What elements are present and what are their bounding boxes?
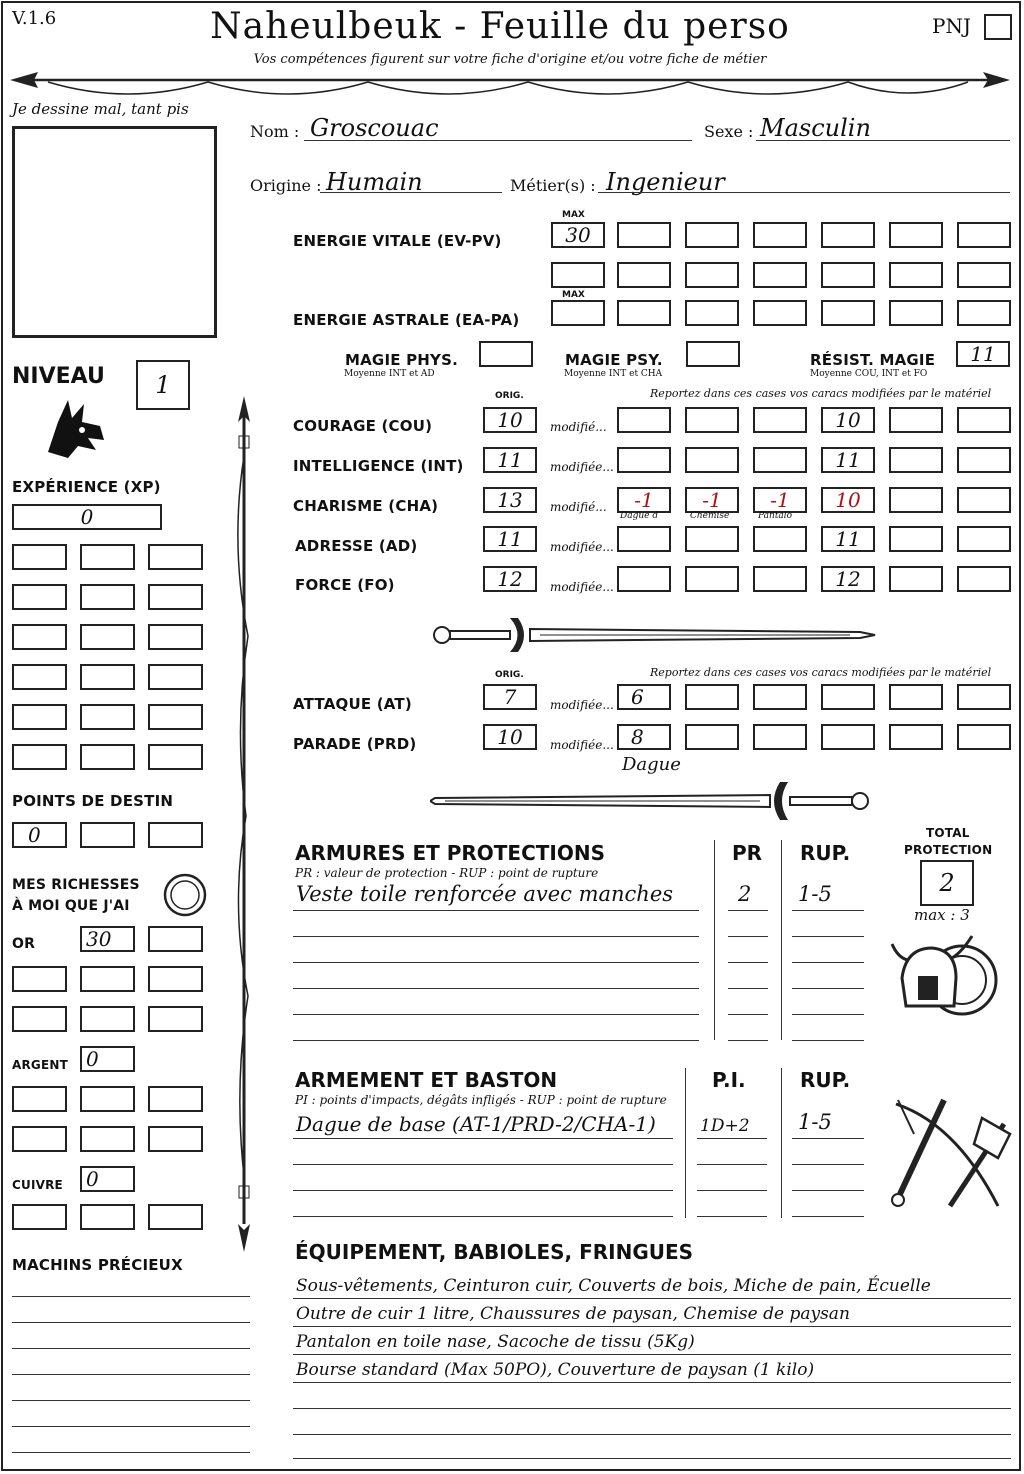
cuivre-box[interactable] [148, 1204, 203, 1230]
cha-note: Dague d [620, 511, 659, 521]
origine-label: Origine : [250, 176, 322, 195]
sexe-underline [756, 140, 1010, 141]
ea-max-label: MAX [562, 290, 585, 300]
helmet-shield-icon [888, 928, 1000, 1024]
ev-box[interactable] [957, 222, 1011, 248]
weapon-line [293, 1190, 673, 1191]
sexe-label: Sexe : [704, 122, 754, 141]
or-box[interactable] [148, 966, 203, 992]
xp-extra-box[interactable] [80, 664, 135, 690]
equipment-line [293, 1298, 1011, 1299]
armor-item-pr[interactable]: 2 [738, 882, 752, 906]
armor-line [728, 1040, 768, 1041]
armor-line [792, 962, 864, 963]
precious-line [12, 1348, 250, 1349]
armor-title: ARMURES ET PROTECTIONS [295, 841, 605, 865]
ea-box[interactable] [617, 300, 671, 326]
magie-psy-box[interactable] [686, 341, 740, 367]
xp-extra-box[interactable] [148, 744, 203, 770]
richesses-label-1: MES RICHESSES [12, 877, 140, 893]
or-box[interactable] [80, 966, 135, 992]
weapon-line [792, 1216, 864, 1217]
xp-extra-box[interactable] [80, 744, 135, 770]
ea-box[interactable] [889, 300, 943, 326]
stat-mod-box[interactable]: 11 [821, 526, 875, 552]
equipment-line [293, 1326, 1011, 1327]
or-box[interactable] [148, 926, 203, 952]
or-box[interactable] [12, 966, 67, 992]
weapons-title: ARMEMENT ET BASTON [295, 1068, 558, 1092]
argent-box[interactable] [80, 1126, 135, 1152]
attaque-mod-box[interactable] [889, 684, 943, 710]
stat-orig-box[interactable]: 12 [483, 566, 537, 592]
precious-line [12, 1322, 250, 1323]
resist-magie-sub: Moyenne COU, INT et FO [810, 369, 928, 379]
armor-line [293, 988, 699, 989]
modif-label: modifiée... [550, 540, 614, 554]
ev-label: ENERGIE VITALE (EV-PV) [293, 232, 502, 250]
weapons-pi-header: P.I. [712, 1068, 746, 1092]
sword-icon [430, 610, 880, 660]
attaque-mod-box[interactable] [685, 684, 739, 710]
stat-orig-box[interactable]: 11 [483, 447, 537, 473]
xp-extra-box[interactable] [148, 624, 203, 650]
stat-mod-box[interactable] [889, 487, 943, 513]
dragon-head-icon [38, 392, 108, 462]
stat-label: CHARISME (CHA) [293, 497, 439, 515]
ev-box[interactable] [889, 222, 943, 248]
ea-max-box[interactable] [551, 300, 605, 326]
stat-mod-box[interactable] [685, 447, 739, 473]
stat-label: ADRESSE (AD) [295, 537, 418, 555]
weapon-line [293, 1164, 673, 1165]
precious-line [12, 1374, 250, 1375]
stat-mod-box[interactable]: -1 [753, 487, 807, 513]
origine-underline [320, 192, 502, 193]
stat-mod-box[interactable] [753, 447, 807, 473]
stat-mod-box[interactable] [957, 526, 1011, 552]
ev-box[interactable] [821, 262, 875, 288]
or-box[interactable] [12, 1006, 67, 1032]
stat-mod-box[interactable]: 10 [821, 407, 875, 433]
parade-mod-box[interactable] [753, 724, 807, 750]
stat-mod-box[interactable] [957, 566, 1011, 592]
attaque-mod-box[interactable]: 6 [617, 684, 671, 710]
xp-extra-box[interactable] [12, 624, 67, 650]
origine-value[interactable]: Humain [326, 168, 423, 196]
stat-mod-box[interactable] [957, 447, 1011, 473]
total-protection-max: max : 3 [914, 906, 970, 924]
cha-note: Pantalo [758, 511, 793, 521]
weapon-line [697, 1216, 767, 1217]
page-subtitle: Vos compétences figurent sur votre fiche d'origine et/ou votre fiche de métier [253, 52, 767, 67]
argent-box[interactable] [148, 1126, 203, 1152]
version-label: V.1.6 [12, 8, 57, 29]
attaque-orig-box[interactable]: 7 [483, 684, 537, 710]
nom-label: Nom : [250, 122, 300, 141]
stat-label: FORCE (FO) [295, 576, 395, 594]
armor-line [293, 910, 699, 911]
destin-box[interactable]: 0 [12, 822, 67, 848]
equipment-line [293, 1434, 1011, 1435]
metier-underline [598, 192, 1010, 193]
precious-line [12, 1296, 250, 1297]
weapon-line [792, 1164, 864, 1165]
parade-mod-box[interactable] [957, 724, 1011, 750]
weapon-line [697, 1164, 767, 1165]
ev-box[interactable] [617, 262, 671, 288]
cuivre-box[interactable] [80, 1204, 135, 1230]
stat-mod-box[interactable]: 11 [821, 447, 875, 473]
niveau-label: NIVEAU [12, 364, 105, 389]
total-protection-label-2: PROTECTION [904, 843, 993, 857]
nom-value[interactable]: Groscouac [310, 114, 439, 142]
attaque-mod-box[interactable] [753, 684, 807, 710]
or-label: OR [12, 936, 36, 952]
parade-mod-box[interactable]: 8 [617, 724, 671, 750]
total-protection-label-1: TOTAL [926, 826, 970, 840]
resist-magie-label: RÉSIST. MAGIE [810, 351, 936, 369]
cha-note: Chemise [690, 511, 730, 521]
nom-underline [304, 140, 692, 141]
or-box[interactable] [148, 1006, 203, 1032]
armor-line [293, 936, 699, 937]
xp-extra-box[interactable] [80, 704, 135, 730]
magie-psy-label: MAGIE PSY. [565, 351, 663, 369]
equipment-line [293, 1382, 1011, 1383]
ev-box[interactable] [685, 262, 739, 288]
vertical-spear-icon [226, 396, 262, 1252]
armor-line [792, 1014, 864, 1015]
ev-box[interactable] [753, 222, 807, 248]
ev-max-label: MAX [562, 210, 585, 220]
weapon-line [293, 1138, 673, 1139]
precious-line [12, 1426, 250, 1427]
destin-box[interactable] [80, 822, 135, 848]
magie-phys-label: MAGIE PHYS. [345, 351, 459, 369]
weapons-col-divider [781, 1068, 782, 1218]
equipment-line-text[interactable]: Outre de cuir 1 litre, Chaussures de paysan, Chemise de paysan [296, 1304, 850, 1324]
parade-mod-box[interactable] [889, 724, 943, 750]
armor-rup-header: RUP. [800, 841, 851, 865]
armor-col-divider [781, 840, 782, 1040]
weapon-line [792, 1138, 864, 1139]
stat-mod-box[interactable] [617, 566, 671, 592]
cuivre-label: CUIVRE [12, 1178, 63, 1192]
attaque-label: ATTAQUE (AT) [293, 695, 412, 713]
armor-line [728, 910, 768, 911]
total-protection-box[interactable]: 2 [920, 860, 974, 906]
cuivre-box[interactable]: 0 [80, 1166, 135, 1192]
sword-icon [430, 776, 880, 830]
attaque-mod-box[interactable] [957, 684, 1011, 710]
equipment-line-text[interactable]: Sous-vêtements, Ceinturon cuir, Couverts de bois, Miche de pain, Écuelle [296, 1276, 931, 1296]
weapon-line [697, 1190, 767, 1191]
portrait-box[interactable] [12, 126, 217, 338]
ev-box[interactable] [889, 262, 943, 288]
armor-line [293, 962, 699, 963]
stat-mod-box[interactable] [753, 407, 807, 433]
stat-mod-box[interactable] [889, 447, 943, 473]
portrait-caption: Je dessine mal, tant pis [12, 100, 189, 118]
orig-label: ORIG. [495, 391, 524, 401]
weapon-item-pi[interactable]: 1D+2 [700, 1116, 750, 1136]
ea-box[interactable] [957, 300, 1011, 326]
stat-mod-box[interactable] [617, 526, 671, 552]
stat-mod-box[interactable]: -1 [685, 487, 739, 513]
ev-box[interactable] [957, 262, 1011, 288]
stat-mod-box[interactable] [685, 526, 739, 552]
xp-extra-box[interactable] [148, 664, 203, 690]
precious-line [12, 1400, 250, 1401]
magie-phys-box[interactable] [479, 341, 533, 367]
parade-label: PARADE (PRD) [293, 735, 417, 753]
ea-box[interactable] [821, 300, 875, 326]
modif-label: modifiée... [550, 698, 614, 712]
weapons-subtitle: PI : points d'impacts, dégâts infligés - RUP : point de rupture [295, 1093, 667, 1107]
xp-extra-box[interactable] [80, 544, 135, 570]
weapons-rup-header: RUP. [800, 1068, 851, 1092]
xp-extra-box[interactable] [80, 624, 135, 650]
metier-value[interactable]: Ingenieur [606, 168, 725, 196]
magie-psy-sub: Moyenne INT et CHA [564, 369, 663, 379]
modif-label: modifiée... [550, 738, 614, 752]
equipment-line [293, 1408, 1011, 1409]
xp-extra-box[interactable] [12, 544, 67, 570]
ev-box[interactable] [617, 222, 671, 248]
weapon-note: Dague [622, 754, 681, 775]
armor-col-divider [714, 840, 715, 1040]
argent-box[interactable] [12, 1126, 67, 1152]
weapon-line [792, 1190, 864, 1191]
xp-extra-box[interactable] [148, 584, 203, 610]
armor-line [293, 1040, 699, 1041]
or-box[interactable] [80, 1006, 135, 1032]
or-box[interactable]: 30 [80, 926, 135, 952]
armor-line [792, 910, 864, 911]
precious-line [12, 1452, 250, 1453]
stat-mod-box[interactable] [617, 447, 671, 473]
pnj-checkbox[interactable] [984, 14, 1012, 40]
modif-label: modifiée... [550, 460, 614, 474]
metier-label: Métier(s) : [510, 176, 596, 195]
combat-orig-label: ORIG. [495, 670, 524, 680]
stat-mod-box[interactable] [685, 407, 739, 433]
report-note: Reportez dans ces cases vos caracs modifiées par le matériel [650, 387, 992, 400]
stat-mod-box[interactable] [957, 407, 1011, 433]
equipment-title: ÉQUIPEMENT, BABIOLES, FRINGUES [295, 1240, 694, 1264]
ea-label: ENERGIE ASTRALE (EA-PA) [293, 311, 520, 329]
stat-mod-box[interactable] [753, 566, 807, 592]
equipment-line [293, 1458, 1011, 1459]
armor-line [293, 1014, 699, 1015]
niveau-box[interactable]: 1 [136, 360, 190, 410]
argent-box[interactable] [148, 1086, 203, 1112]
attaque-mod-box[interactable] [821, 684, 875, 710]
machins-precieux-label: MACHINS PRÉCIEUX [12, 1256, 183, 1274]
stat-orig-box[interactable]: 13 [483, 487, 537, 513]
armor-item-rup[interactable]: 1-5 [798, 882, 832, 906]
stat-mod-box[interactable] [957, 487, 1011, 513]
armor-item-name[interactable]: Veste toile renforcée avec manches [296, 882, 674, 906]
equipment-line-text[interactable]: Pantalon en toile nase, Sacoche de tissu (5Kg) [296, 1332, 695, 1352]
xp-label: EXPÉRIENCE (XP) [12, 478, 161, 496]
stat-mod-box[interactable] [889, 566, 943, 592]
armor-pr-header: PR [732, 841, 763, 865]
combat-report-note: Reportez dans ces cases vos caracs modifiées par le matériel [650, 666, 992, 679]
page-title: Naheulbeuk - Feuille du perso [210, 6, 790, 47]
modif-label: modifiée... [550, 580, 614, 594]
argent-box[interactable] [80, 1086, 135, 1112]
stat-mod-box[interactable] [889, 526, 943, 552]
xp-box[interactable]: 0 [12, 504, 162, 530]
richesses-label-2: À MOI QUE J'AI [12, 898, 130, 914]
stat-mod-box[interactable] [889, 407, 943, 433]
xp-extra-box[interactable] [148, 704, 203, 730]
argent-label: ARGENT [12, 1058, 69, 1072]
armor-line [728, 962, 768, 963]
xp-extra-box[interactable] [12, 744, 67, 770]
pnj-label: PNJ [932, 14, 971, 38]
weapon-line [293, 1216, 673, 1217]
stat-mod-box[interactable]: 10 [821, 487, 875, 513]
argent-box[interactable]: 0 [80, 1046, 135, 1072]
stat-mod-box[interactable]: 12 [821, 566, 875, 592]
armor-line [792, 988, 864, 989]
armor-line [728, 936, 768, 937]
stat-mod-box[interactable] [753, 526, 807, 552]
parade-orig-box[interactable]: 10 [483, 724, 537, 750]
armor-line [728, 1014, 768, 1015]
destin-label: POINTS DE DESTIN [12, 792, 174, 810]
weapon-line [697, 1138, 767, 1139]
weapon-item-rup[interactable]: 1-5 [798, 1110, 832, 1134]
crossed-weapons-icon [886, 1094, 1014, 1218]
modif-label: modifié... [550, 500, 607, 514]
ea-box[interactable] [753, 300, 807, 326]
armor-line [792, 936, 864, 937]
ea-box[interactable] [685, 300, 739, 326]
equipment-line [293, 1354, 1011, 1355]
stat-orig-box[interactable]: 11 [483, 526, 537, 552]
cuivre-box[interactable] [12, 1204, 67, 1230]
parade-mod-box[interactable] [685, 724, 739, 750]
ev-box[interactable] [821, 222, 875, 248]
argent-box[interactable] [12, 1086, 67, 1112]
stat-mod-box[interactable] [617, 407, 671, 433]
destin-box[interactable] [148, 822, 203, 848]
ev-max-box[interactable]: 30 [551, 222, 605, 248]
xp-extra-box[interactable] [12, 584, 67, 610]
resist-magie-box[interactable]: 11 [956, 341, 1010, 367]
stat-orig-box[interactable]: 10 [483, 407, 537, 433]
ev-box[interactable] [753, 262, 807, 288]
xp-extra-box[interactable] [12, 704, 67, 730]
ev-box[interactable] [551, 262, 605, 288]
equipment-line-text[interactable]: Bourse standard (Max 50PO), Couverture de paysan (1 kilo) [296, 1360, 815, 1380]
xp-extra-box[interactable] [80, 584, 135, 610]
weapon-item-name[interactable]: Dague de base (AT-1/PRD-2/CHA-1) [296, 1112, 656, 1136]
modif-label: modifié... [550, 420, 607, 434]
sexe-value[interactable]: Masculin [760, 114, 871, 142]
armor-subtitle: PR : valeur de protection - RUP : point de rupture [295, 866, 599, 880]
stat-label: COURAGE (COU) [293, 417, 433, 435]
armor-line [728, 988, 768, 989]
xp-extra-box[interactable] [12, 664, 67, 690]
ev-box[interactable] [685, 222, 739, 248]
stat-mod-box[interactable] [685, 566, 739, 592]
stat-mod-box[interactable]: -1 [617, 487, 671, 513]
coin-icon [162, 872, 208, 918]
weapons-col-divider [685, 1068, 686, 1218]
stat-label: INTELLIGENCE (INT) [293, 457, 464, 475]
armor-line [792, 1040, 864, 1041]
magie-phys-sub: Moyenne INT et AD [344, 369, 435, 379]
parade-mod-box[interactable] [821, 724, 875, 750]
xp-extra-box[interactable] [148, 544, 203, 570]
